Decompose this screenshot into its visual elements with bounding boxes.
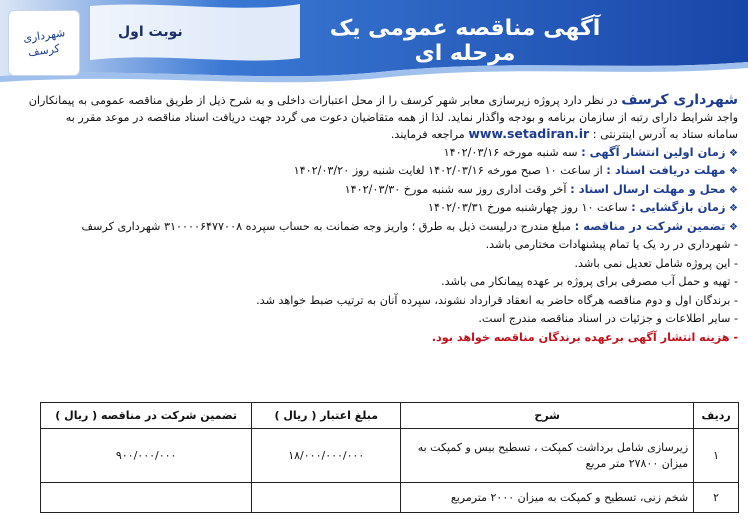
logo-text-1: شهرداری xyxy=(22,26,66,45)
publication-cost-notice: - هزینه انتشار آگهی برعهده برندگان مناقصه خواهد بود. xyxy=(431,330,738,344)
bullet-icon: ❖ xyxy=(729,166,738,177)
website-link[interactable]: www.setadiran.ir xyxy=(468,126,590,141)
bullet-icon: ❖ xyxy=(729,203,738,214)
municipality-name: شهرداری کرسف xyxy=(621,92,738,108)
condition-item: - برندگان اول و دوم مناقصه هرگاه حاضر به انعقاد قرارداد نشوند، سپرده آنان به ترتیب ضبط خواهد شد. xyxy=(256,293,738,307)
info-value: ساعت ۱۰ روز چهارشنبه مورخ ۱۴۰۲/۰۳/۳۱ xyxy=(428,201,628,214)
info-value: مبلغ مندرج درلیست ذیل به طرق ؛ واریز وجه ضمانت به حساب سپرده ۳۱۰۰۰۰۶۴۷۷۰۰۸ شهرداری کرسف xyxy=(81,219,572,233)
cell-description: زیرسازی شامل برداشت کمپکت ، تسطیح بیس و کمپکت به میزان ۲۷۸۰۰ متر مربع xyxy=(401,429,694,483)
bullet-icon: ❖ xyxy=(729,147,738,159)
header-banner xyxy=(0,0,748,84)
condition-item: - تهیه و حمل آب مصرفی برای پروژه بر عهده پیمانکار می باشد. xyxy=(441,275,738,288)
info-opening-time xyxy=(10,199,738,218)
notice-body xyxy=(10,92,738,347)
cell-description: شخم زنی، تسطیح و کمپکت به میزان ۲۰۰۰ مترمربع xyxy=(401,483,694,513)
cell-guarantee: ۹۰۰/۰۰۰/۰۰۰ xyxy=(41,429,252,483)
info-label: تضمین شرکت در مناقصه : xyxy=(574,218,726,233)
info-publish-date xyxy=(10,144,738,163)
condition-item: - شهرداری در رد یک یا تمام پیشنهادات مختارمی باشد. xyxy=(485,238,738,251)
condition-item: - این پروژه شامل تعدیل نمی باشد. xyxy=(574,256,738,270)
cell-row-number: ۱ xyxy=(694,429,739,483)
info-submit-deadline xyxy=(10,181,738,200)
table-row xyxy=(41,429,739,483)
intro-line-2: واجد شرایط دارای رتبه از سازمان برنامه و بودجه واگذار نماید. لذا از همه متقاضیان دعوت می گردد جهت دریافت اسناد مناقصه در موعد مقرر به xyxy=(65,110,738,124)
info-label: زمان اولین انتشار آگهی : xyxy=(581,144,726,159)
logo-text-2: کرسف xyxy=(27,41,61,60)
intro-text-1: در نظر دارد پروژه زیرسازی معابر شهر کرسف را از محل اعتبارات داخلی و به شرح ذیل از طریق مناقصه عمومی به پیمانکاران xyxy=(28,94,618,107)
cell-row-number: ۲ xyxy=(694,483,739,513)
intro-text-3b: مراجعه فرمایند. xyxy=(390,128,465,141)
info-value: آخر وقت اداری روز سه شنبه مورخ ۱۴۰۲/۰۳/۳۰ xyxy=(344,182,567,196)
cell-guarantee xyxy=(41,483,252,513)
page-title: آگهی مناقصه عمومی یک مرحله ای xyxy=(329,16,601,66)
header-description: شرح xyxy=(401,403,694,429)
bullet-icon: ❖ xyxy=(729,221,738,233)
info-label: محل و مهلت ارسال اسناد : xyxy=(570,181,726,196)
header-guarantee: تضمین شرکت در مناقصه ( ریال ) xyxy=(41,403,252,429)
bullet-icon: ❖ xyxy=(729,184,738,196)
cell-credit xyxy=(252,483,401,513)
cell-credit: ۱۸/۰۰۰/۰۰۰/۰۰۰ xyxy=(252,429,401,483)
intro-text-3a: سامانه ستاد به آدرس اینترنتی : xyxy=(592,128,738,141)
info-label: مهلت دریافت اسناد : xyxy=(606,163,726,177)
header-row-number: ردیف xyxy=(694,403,739,429)
round-label: نوبت اول xyxy=(118,24,183,40)
info-value: از ساعت ۱۰ صبح مورخه ۱۴۰۲/۰۳/۱۶ لغایت شنبه روز ۱۴۰۲/۰۳/۲۰ xyxy=(293,164,603,177)
table-header-row xyxy=(41,403,739,429)
info-label: زمان بازگشایی : xyxy=(631,200,726,214)
municipality-logo xyxy=(8,10,80,76)
table-row xyxy=(41,483,739,513)
header-credit: مبلغ اعتبار ( ریال ) xyxy=(252,403,401,429)
info-receive-deadline xyxy=(10,162,738,181)
info-guarantee xyxy=(10,218,738,237)
info-value: سه شنبه مورخه ۱۴۰۲/۰۳/۱۶ xyxy=(443,145,578,159)
intro-line-1 xyxy=(10,92,738,110)
condition-item: - سایر اطلاعات و جزئیات در اسناد مناقصه مندرج است. xyxy=(478,312,738,325)
intro-line-3 xyxy=(10,126,738,144)
tender-items-table xyxy=(40,402,739,513)
